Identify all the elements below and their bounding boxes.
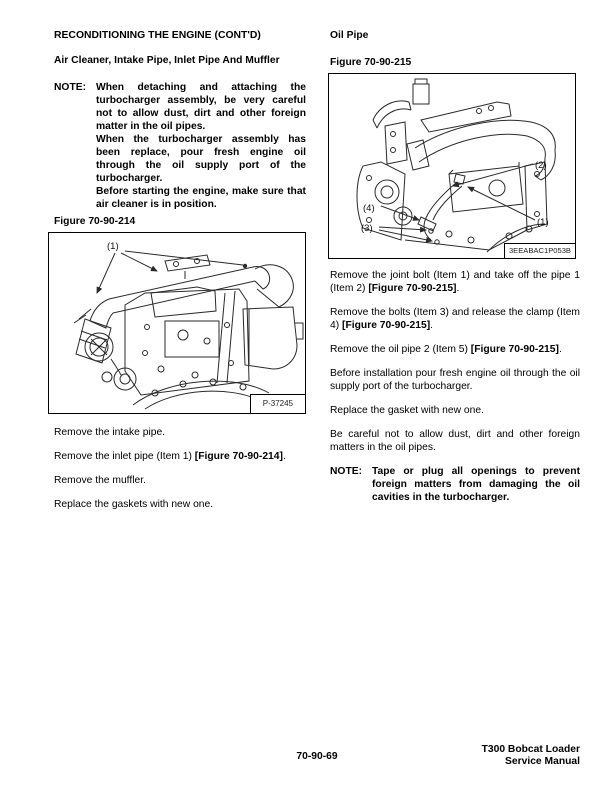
step-text: Remove the joint bolt (Item 1) and take off the pipe 1 (Item 2) <box>330 270 580 294</box>
step-text: Remove the oil pipe 2 (Item 5) <box>330 344 471 355</box>
left-column <box>54 29 306 522</box>
figure-70-90-215 <box>328 73 576 259</box>
step-paragraph <box>54 498 306 511</box>
step-text: Remove the inlet pipe (Item 1) <box>54 451 195 462</box>
figure-reference: [Figure 70-90-214] <box>194 451 283 462</box>
engine-oil-pipe-diagram <box>329 74 575 258</box>
step-text: . <box>430 320 434 331</box>
step-paragraph <box>54 450 306 463</box>
note-block <box>54 81 306 211</box>
step-text: Be careful not to allow dust, dirt and other foreign matters in the oil pipes. <box>330 429 580 453</box>
section-title-oil-pipe: Oil Pipe <box>330 30 369 41</box>
step-text: Remove the intake pipe. <box>54 427 166 438</box>
callout-1-label: (1) <box>537 217 549 228</box>
figure-reference: [Figure 70-90-215] <box>342 320 431 331</box>
step-paragraph <box>330 306 580 332</box>
step-paragraph <box>330 404 580 417</box>
section-title: RECONDITIONING THE ENGINE (CONT'D) <box>54 30 261 41</box>
step-paragraph <box>330 269 580 295</box>
note-paragraph: Tape or plug all openings to prevent foreign matters from damaging the oil cavities in the turbocharger. <box>372 466 580 503</box>
note-paragraph: When detaching and attaching the turbocharger assembly, be very careful not to allow dust, dirt and other foreign matter in the oil pipes. <box>96 82 306 132</box>
step-paragraph <box>330 428 580 454</box>
note-body <box>96 81 306 211</box>
callout-1-label: (1) <box>107 241 119 252</box>
note-block <box>330 465 580 504</box>
document-title-line1: T300 Bobcat Loader <box>481 744 580 755</box>
figure-label-214: Figure 70-90-214 <box>54 216 136 227</box>
photo-id-badge: 3EEABAC1P053B <box>504 243 575 258</box>
callout-3-label: (3) <box>361 223 373 234</box>
step-text: Replace the gaskets with new one. <box>54 499 214 510</box>
document-title <box>482 744 580 767</box>
callout-4-label: (4) <box>363 203 375 214</box>
step-text: Before installation pour fresh engine oil through the oil supply port of the turbocharger. <box>330 368 580 392</box>
note-label: NOTE: <box>330 466 363 477</box>
engine-intake-diagram <box>49 233 305 413</box>
step-text: . <box>282 451 286 462</box>
note-body <box>372 465 580 504</box>
page-number: 70-90-69 <box>296 751 338 762</box>
step-paragraph <box>54 474 306 487</box>
step-text: Replace the gasket with new one. <box>330 405 484 416</box>
callout-2-label: (2) <box>535 160 547 171</box>
figure-70-90-214 <box>48 232 306 414</box>
note-paragraph: Before starting the engine, make sure that air cleaner is in position. <box>96 186 306 210</box>
step-text: . <box>456 283 460 294</box>
step-paragraph <box>54 426 306 439</box>
right-column <box>330 29 580 508</box>
figure-reference: [Figure 70-90-215] <box>470 344 559 355</box>
figure-reference: [Figure 70-90-215] <box>368 283 457 294</box>
step-paragraph <box>330 343 580 356</box>
note-label: NOTE: <box>54 82 87 93</box>
step-text: . <box>558 344 562 355</box>
step-text: Remove the muffler. <box>54 475 146 486</box>
figure-label-215: Figure 70-90-215 <box>330 57 412 68</box>
step-text: Remove the bolts (Item 3) and release the clamp (Item 4) <box>330 307 580 331</box>
photo-id-badge: P-37245 <box>250 394 305 413</box>
subsection-title: Air Cleaner, Intake Pipe, Inlet Pipe And Muffler <box>54 55 280 66</box>
step-paragraph <box>330 367 580 393</box>
document-title-line2: Service Manual <box>505 755 580 767</box>
note-paragraph: When the turbocharger assembly has been replace, pour fresh engine oil through the oil supply port of the turbocharger. <box>96 134 306 184</box>
